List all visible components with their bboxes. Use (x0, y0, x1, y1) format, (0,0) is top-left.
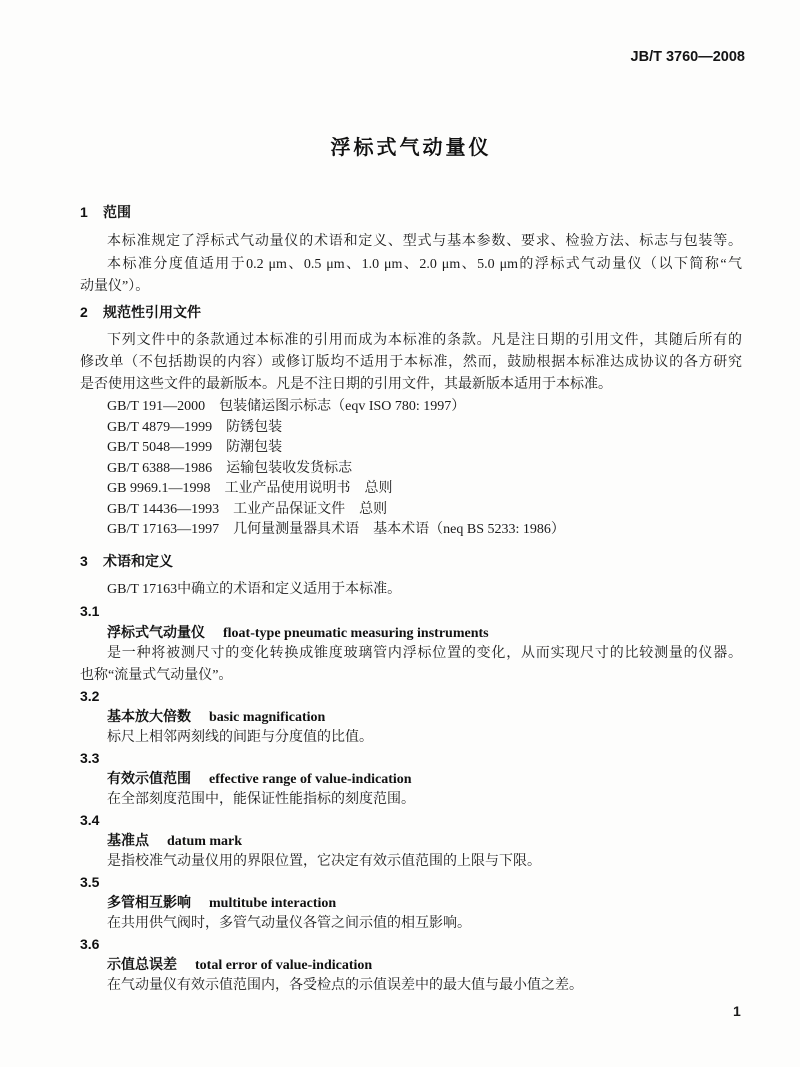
reference-item (107, 417, 742, 439)
paragraph-line: 本标准分度值适用于0.2 μm、0.5 μm、1.0 μm、2.0 μm、5.0 μm的浮标式气动量仪（以下简称“气 (107, 257, 742, 272)
paragraph-line: 动量仪”）。 (80, 279, 150, 294)
term-en: multitube interaction (209, 896, 337, 911)
reference-code: GB/T 5048—1999 (107, 440, 213, 455)
term-definition: 在共用供气阀时，多管气动量仪各管之间示值的相互影响。 (107, 916, 471, 931)
section-number: 2 (80, 304, 88, 320)
term-entry (107, 829, 742, 851)
term-number: 3.4 (80, 812, 100, 828)
page-number: 1 (733, 1003, 741, 1019)
reference-code: GB/T 4879—1999 (107, 420, 213, 435)
term-definition: 也称“流量式气动量仪”。 (80, 668, 233, 683)
section-2-heading (80, 301, 742, 323)
term-en: total error of value-indication (195, 958, 373, 973)
standard-code: JB/T 3760—2008 (630, 49, 745, 65)
reference-item (107, 478, 742, 500)
term-zh: 有效示值范围 (107, 770, 191, 786)
term-en: float-type pneumatic measuring instruments (223, 626, 489, 641)
term-number: 3.1 (80, 603, 100, 619)
term-number: 3.3 (80, 750, 100, 766)
reference-title: 几何量测量器具术语 基本术语（neq BS 5233: 1986） (233, 522, 565, 537)
section-title: 范围 (103, 204, 131, 220)
section-title: 规范性引用文件 (103, 304, 201, 320)
paragraph-line: 是否使用这些文件的最新版本。凡是不注日期的引用文件，其最新版本适用于本标准。 (80, 377, 612, 392)
paragraph-line: 下列文件中的条款通过本标准的引用而成为本标准的条款。凡是注日期的引用文件，其随后所有的 (107, 333, 742, 348)
reference-title: 工业产品保证文件 总则 (233, 502, 388, 517)
term-definition: 标尺上相邻两刻线的间距与分度值的比值。 (107, 730, 373, 745)
paragraph-line: GB/T 17163中确立的术语和定义适用于本标准。 (107, 582, 402, 597)
term-definition: 是一种将被测尺寸的变化转换成锥度玻璃管内浮标位置的变化，从而实现尺寸的比较测量的仪器。 (107, 646, 742, 661)
term-definition: 是指校准气动量仪用的界限位置，它决定有效示值范围的上限与下限。 (107, 854, 541, 869)
term-entry (107, 953, 742, 975)
reference-item (107, 437, 742, 459)
paragraph-line: 修改单（不包括勘误的内容）或修订版均不适用于本标准，然而，鼓励根据本标准达成协议的各方研究 (80, 355, 742, 370)
reference-item (107, 519, 742, 541)
section-title: 术语和定义 (103, 553, 173, 569)
reference-title: 防潮包装 (226, 440, 283, 455)
term-en: datum mark (167, 834, 243, 849)
page-title: 浮标式气动量仪 (330, 137, 492, 159)
section-3-heading (80, 550, 742, 572)
section-number: 1 (80, 204, 88, 220)
term-en: basic magnification (209, 710, 326, 725)
reference-code: GB/T 14436—1993 (107, 502, 220, 517)
term-zh: 基本放大倍数 (107, 708, 191, 724)
term-zh: 浮标式气动量仪 (107, 624, 205, 640)
term-zh: 示值总误差 (107, 956, 177, 972)
term-entry (107, 767, 742, 789)
reference-code: GB/T 6388—1986 (107, 461, 213, 476)
term-number: 3.5 (80, 874, 100, 890)
term-zh: 多管相互影响 (107, 894, 191, 910)
reference-code: GB 9969.1—1998 (107, 481, 211, 496)
term-entry (107, 621, 742, 643)
section-1-heading (80, 201, 742, 223)
paragraph-line: 本标准规定了浮标式气动量仪的术语和定义、型式与基本参数、要求、检验方法、标志与包装等。 (107, 234, 742, 249)
reference-item (107, 499, 742, 521)
term-entry (107, 891, 742, 913)
reference-title: 包装储运图示标志（eqv ISO 780: 1997） (219, 399, 466, 414)
reference-title: 工业产品使用说明书 总则 (224, 481, 393, 496)
section-number: 3 (80, 553, 88, 569)
reference-item (107, 458, 742, 480)
term-definition: 在全部刻度范围中，能保证性能指标的刻度范围。 (107, 792, 415, 807)
term-en: effective range of value-indication (209, 772, 412, 787)
term-zh: 基准点 (107, 832, 149, 848)
term-number: 3.6 (80, 936, 100, 952)
term-definition: 在气动量仪有效示值范围内，各受检点的示值误差中的最大值与最小值之差。 (107, 978, 583, 993)
reference-item (107, 396, 742, 418)
reference-title: 运输包装收发货标志 (226, 461, 353, 476)
reference-code: GB/T 17163—1997 (107, 522, 220, 537)
term-number: 3.2 (80, 688, 100, 704)
reference-title: 防锈包装 (226, 420, 283, 435)
reference-code: GB/T 191—2000 (107, 399, 206, 414)
term-entry (107, 705, 742, 727)
